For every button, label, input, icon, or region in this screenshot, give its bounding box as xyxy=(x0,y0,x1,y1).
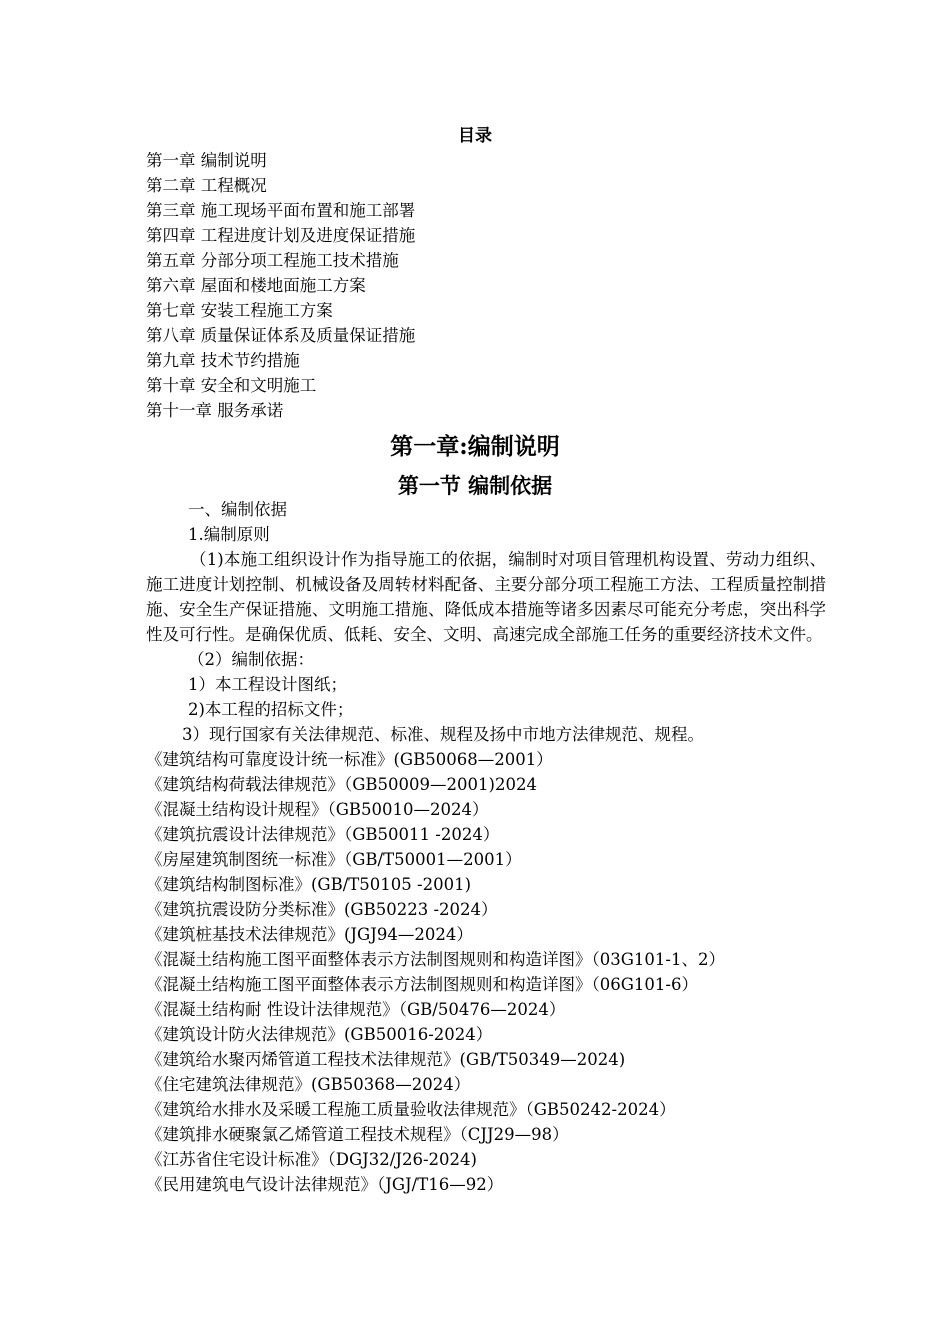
basis-item: 3）现行国家有关法律规范、标准、规程及扬中市地方法律规范、规程。 xyxy=(182,725,704,744)
reference-item: 《建筑结构荷载法律规范》（GB50009—2001)2024 xyxy=(146,775,537,794)
reference-item: 《混凝土结构施工图平面整体表示方法制图规则和构造详图》（06G101-6） xyxy=(146,975,698,994)
reference-item: 《房屋建筑制图统一标准》（GB/T50001—2001） xyxy=(146,850,522,869)
toc-item: 第四章 工程进度计划及进度保证措施 xyxy=(146,226,416,245)
reference-item: 《民用建筑电气设计法律规范》（JGJ/T16—92） xyxy=(146,1175,504,1194)
reference-item: 《建筑排水硬聚氯乙烯管道工程技术规程》（CJJ29—98） xyxy=(146,1125,569,1144)
reference-item: 《建筑结构制图标准》(GB/T50105 -2001) xyxy=(146,875,472,894)
subheading-principle: 1.编制原则 xyxy=(188,525,270,544)
reference-item: 《建筑设计防火法律规范》(GB50016-2024） xyxy=(146,1025,493,1044)
reference-item: 《混凝土结构设计规程》（GB50010—2024） xyxy=(146,800,489,819)
reference-item: 《混凝土结构耐 性设计法律规范》（GB/50476—2024） xyxy=(146,1000,566,1019)
chapter-title: 第一章:编制说明 xyxy=(390,433,560,460)
toc-item: 第八章 质量保证体系及质量保证措施 xyxy=(146,326,416,345)
reference-item: 《建筑给水排水及采暖工程施工质量验收法律规范》（GB50242-2024） xyxy=(146,1100,676,1119)
chapter-body xyxy=(146,497,826,1197)
toc-item: 第三章 施工现场平面布置和施工部署 xyxy=(146,201,416,220)
toc-title: 目录 xyxy=(458,126,492,146)
subheading-basis: 一、编制依据 xyxy=(188,500,287,519)
basis-item: 1）本工程设计图纸； xyxy=(188,675,347,694)
toc-item: 第九章 技术节约措施 xyxy=(146,351,300,370)
toc-item: 第七章 安装工程施工方案 xyxy=(146,301,333,320)
reference-item: 《建筑结构可靠度设计统一标准》(GB50068—2001） xyxy=(146,750,553,769)
principle-paragraph: （1)本施工组织设计作为指导施工的依据，编制时对项目管理机构设置、劳动力组织、施工进度计划控制、机械设备及周转材料配备、主要分部分项工程施工方法、工程质量控制措施、安全生产保证措施、文明施工措施、降低成本措施等诸多因素尽可能充分考虑，突出科学性及可行性。是确保优质、低耗、安全、文明、高速完成全部施工任务的重要经济技术文件。 xyxy=(146,550,826,644)
toc-item: 第一章 编制说明 xyxy=(146,151,267,170)
toc-item: 第十一章 服务承诺 xyxy=(146,401,284,420)
reference-item: 《建筑抗震设计法律规范》（GB50011 -2024） xyxy=(146,825,500,844)
reference-item: 《江苏省住宅设计标准》（DGJ32/J26-2024) xyxy=(146,1150,477,1169)
reference-item: 《住宅建筑法律规范》(GB50368—2024） xyxy=(146,1075,471,1094)
basis-heading: （2）编制依据： xyxy=(188,650,314,669)
reference-item: 《混凝土结构施工图平面整体表示方法制图规则和构造详图》（03G101-1、2） xyxy=(146,950,725,969)
reference-list xyxy=(146,747,826,1197)
toc-item: 第五章 分部分项工程施工技术措施 xyxy=(146,251,399,270)
toc-item: 第二章 工程概况 xyxy=(146,176,267,195)
reference-item: 《建筑桩基技术法律规范》(JGJ94—2024） xyxy=(146,925,473,944)
basis-item: 2)本工程的招标文件； xyxy=(188,700,354,719)
reference-item: 《建筑抗震设防分类标准》(GB50223 -2024） xyxy=(146,900,498,919)
reference-item: 《建筑给水聚丙烯管道工程技术法律规范》(GB/T50349—2024) xyxy=(146,1050,626,1069)
toc-item: 第六章 屋面和楼地面施工方案 xyxy=(146,276,366,295)
section-title: 第一节 编制依据 xyxy=(397,473,553,498)
toc-list xyxy=(146,148,415,423)
toc-item: 第十章 安全和文明施工 xyxy=(146,376,317,395)
